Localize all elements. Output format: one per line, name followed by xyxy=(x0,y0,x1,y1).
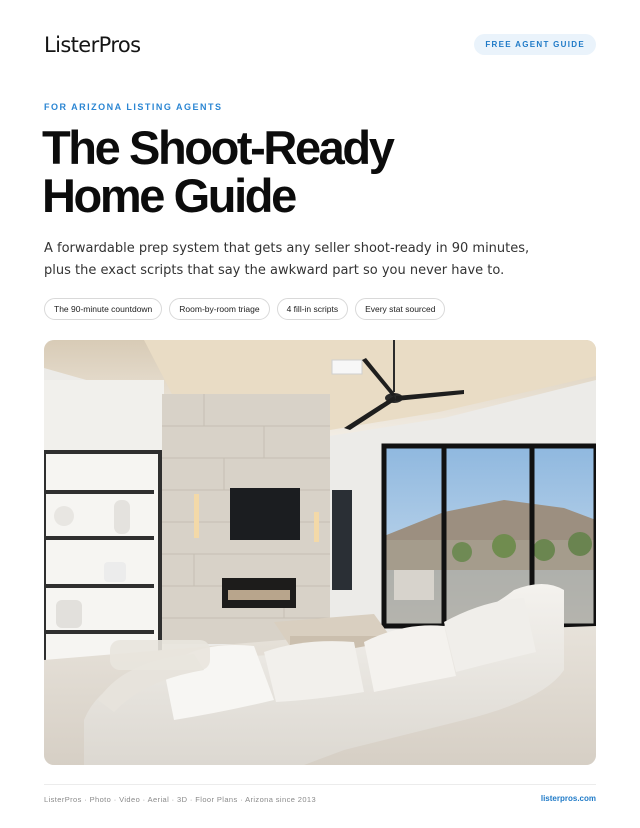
subtitle-line-2: plus the exact scripts that say the awkward part so you never have to. xyxy=(44,263,505,278)
page-title xyxy=(42,121,602,222)
free-agent-guide-badge: FREE AGENT GUIDE xyxy=(474,34,596,55)
listerpros-logo: ListerPros xyxy=(44,33,141,57)
living-room-photo xyxy=(44,340,596,765)
page-subtitle xyxy=(44,238,604,282)
chip-triage: Room-by-room triage xyxy=(169,298,269,320)
audience-kicker: FOR ARIZONA LISTING AGENTS xyxy=(44,102,223,112)
feature-chips xyxy=(44,298,445,320)
chip-countdown: The 90-minute countdown xyxy=(44,298,162,320)
chip-scripts: 4 fill-in scripts xyxy=(277,298,348,320)
footer-services: ListerPros · Photo · Video · Aerial · 3D · Floor Plans · Arizona since 2013 xyxy=(44,795,317,804)
website-link[interactable]: listerpros.com xyxy=(540,794,596,803)
footer-divider xyxy=(44,784,596,785)
title-line-1: The Shoot-Ready xyxy=(42,121,393,174)
subtitle-line-1: A forwardable prep system that gets any seller shoot-ready in 90 minutes, xyxy=(44,241,530,256)
chip-stats: Every stat sourced xyxy=(355,298,445,320)
title-line-2: Home Guide xyxy=(42,169,295,222)
